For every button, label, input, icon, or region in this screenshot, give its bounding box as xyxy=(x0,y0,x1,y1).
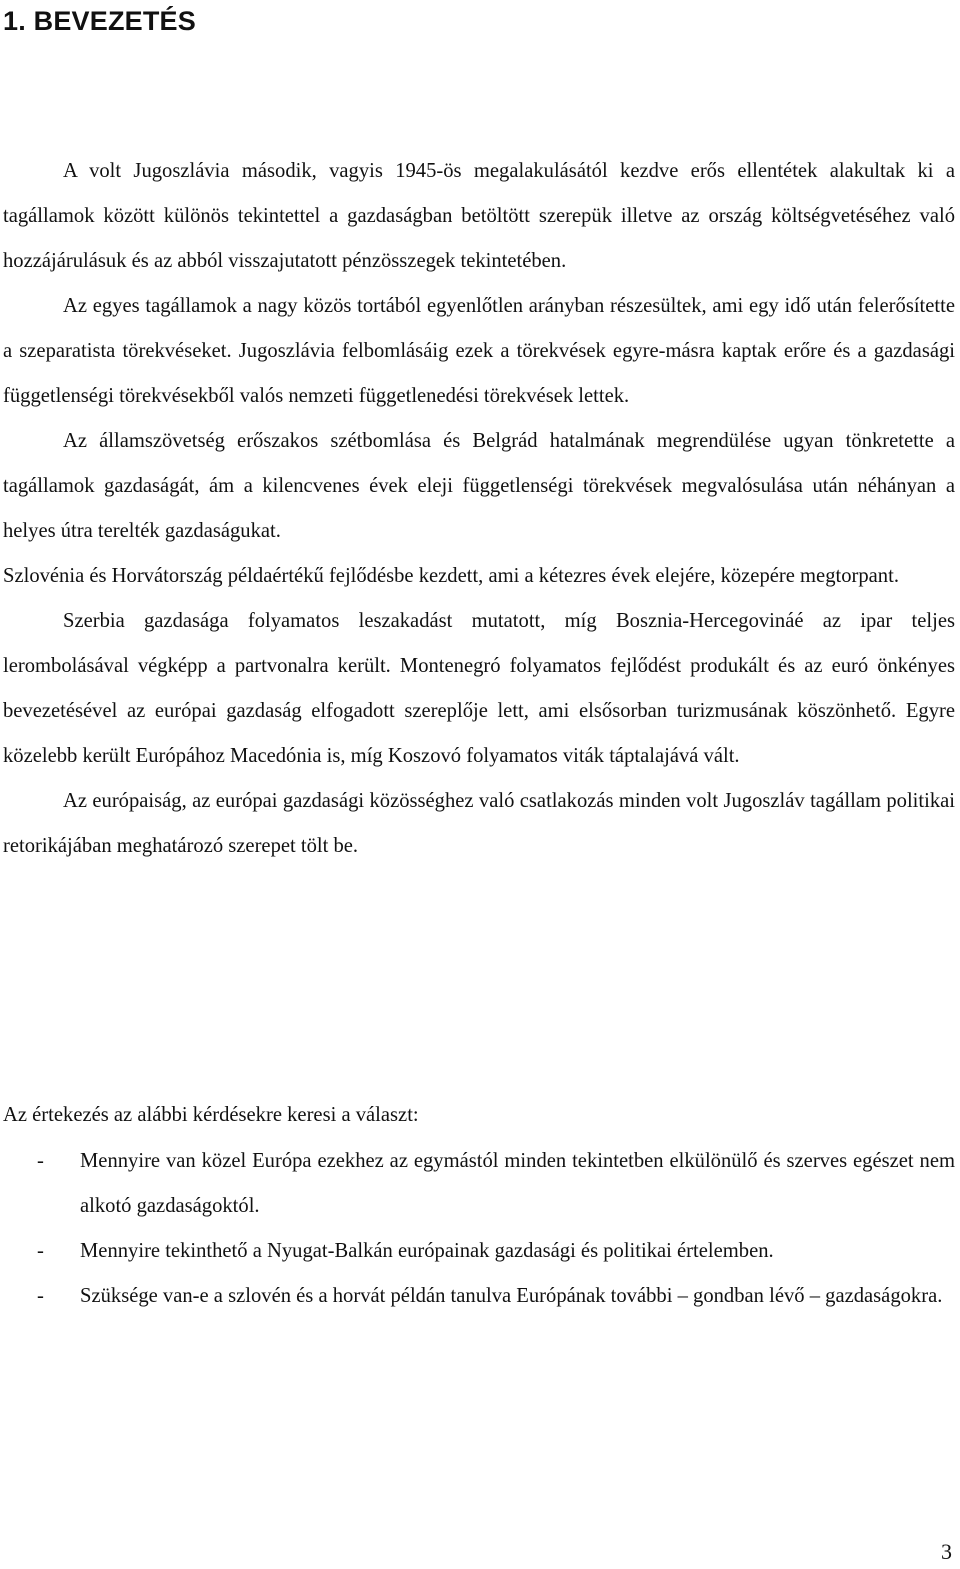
list-dash: - xyxy=(37,1240,44,1262)
paragraph: Az európaiság, az európai gazdasági közösséghez való csatlakozás minden volt Jugoszláv tagállam politikai retorikájában meghatározó szerepet tölt be. xyxy=(3,790,955,857)
question-text: Szüksége van-e a szlovén és a horvát példán tanulva Európának további – gondban lévő – gazdaságokra. xyxy=(80,1285,943,1307)
paragraph: Szerbia gazdasága folyamatos leszakadást mutatott, míg Bosznia-Hercegovináé az ipar teljes lerombolásával végképp a partvonalra került. Montenegró folyamatos fejlődést produkált és az euró önkényes bevezetésével az európai gazdaság elfogadott szereplője lett, ami elsősorban turizmusának köszönhető. Egyre közelebb került Európához Macedónia is, míg Koszovó folyamatos viták táptalajává vált. xyxy=(3,610,955,767)
list-item xyxy=(3,1139,955,1229)
question-text: Mennyire tekinthető a Nyugat-Balkán európainak gazdasági és politikai értelemben. xyxy=(80,1240,774,1262)
body-text xyxy=(3,149,955,869)
list-item xyxy=(3,1274,955,1319)
questions-list xyxy=(3,1139,955,1319)
list-dash: - xyxy=(37,1285,44,1307)
list-dash: - xyxy=(37,1150,44,1172)
questions-intro: Az értekezés az alábbi kérdésekre keresi a választ: xyxy=(3,1104,419,1126)
paragraph: Szlovénia és Horvátország példaértékű fejlődésbe kezdett, ami a kétezres évek elejére, közepére megtorpant. xyxy=(3,565,899,587)
paragraph: A volt Jugoszlávia második, vagyis 1945-ös megalakulásától kezdve erős ellentétek alakultak ki a tagállamok között különös tekintettel a gazdaságban betöltött szerepük illetve az ország költségvetéséhez való hozzájárulásuk és az abból visszajutatott pénzösszegek tekintetében. xyxy=(3,160,955,272)
chapter-heading: 1. BEVEZETÉS xyxy=(3,6,196,36)
list-item xyxy=(3,1229,955,1274)
paragraph: Az államszövetség erőszakos szétbomlása és Belgrád hatalmának megrendülése ugyan tönkretette a tagállamok gazdaságát, ám a kilencvenes évek eleji függetlenségi törekvések megvalósulása után néhányan a helyes útra terelték gazdaságukat. xyxy=(3,430,955,542)
paragraph: Az egyes tagállamok a nagy közös tortából egyenlőtlen arányban részesültek, ami egy idő után felerősítette a szeparatista törekvéseket. Jugoszlávia felbomlásáig ezek a törekvések egyre-másra kaptak erőre és a gazdasági függetlenségi törekvésekből valós nemzeti függetlenedési törekvések lettek. xyxy=(3,295,955,407)
page-number: 3 xyxy=(941,1539,952,1564)
question-text: Mennyire van közel Európa ezekhez az egymástól minden tekintetben elkülönülő és szerves egészet nem alkotó gazdaságoktól. xyxy=(80,1150,955,1217)
